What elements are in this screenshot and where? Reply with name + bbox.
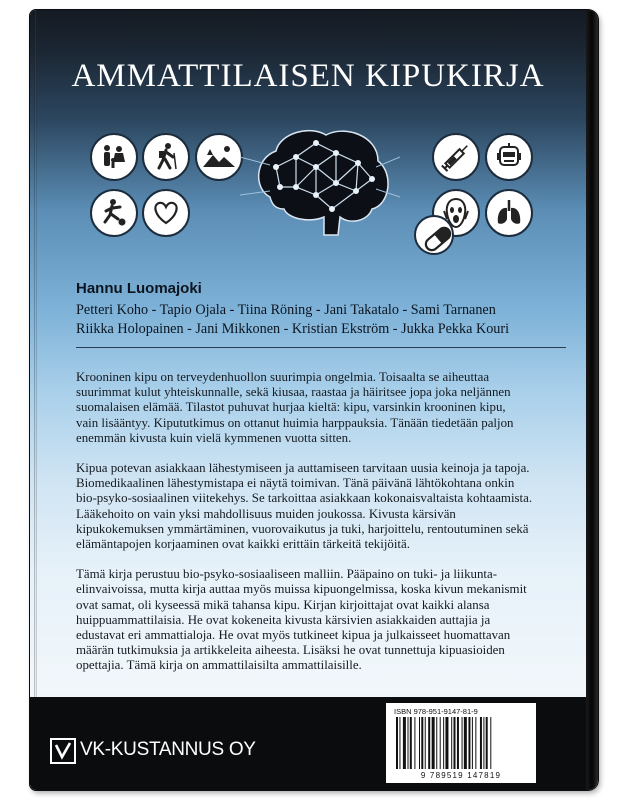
barcode-icon	[394, 717, 528, 769]
isbn-text: ISBN 978-951-9147-81-9	[394, 707, 478, 716]
text-line: suurimmat kulut yhteiskunnalle, sekä kiusaa, raastaa ja häiritsee jopa joka neljännen	[76, 385, 511, 400]
text-line: elinvaivoissa, mutta kirja auttaa myös muissa kipuongelmissa, koska kivun mekanismit	[76, 582, 527, 597]
barcode-bar	[410, 717, 412, 769]
family-icon	[90, 133, 138, 181]
barcode-bar	[421, 717, 423, 769]
text-line: bio-psyko-sosiaalinen viitekehys. Se tarkoittaa asiakkaan kokonaisvaltaista kohtaamista.	[76, 491, 533, 506]
brain-network-icon	[240, 117, 400, 247]
barcode-bar	[483, 717, 484, 769]
barcode-bar	[464, 717, 467, 769]
barcode-bar	[454, 717, 456, 769]
main-author: Hannu Luomajoki	[76, 280, 202, 297]
paragraph	[76, 461, 566, 552]
book-title: AMMATTILAISEN KIPUKIRJA	[71, 58, 545, 94]
publisher-name: VK-KUSTANNUS OY	[80, 739, 256, 760]
text-line: elämäntapojen korjaaminen ovat kaikki erittäin tärkeitä tekijöitä.	[76, 537, 410, 552]
barcode-bar	[451, 717, 452, 769]
cover-footer	[30, 697, 586, 790]
text-line: Kipua potevan asiakkaan lähestymiseen ja auttamiseen tarvitaan uusia keinoja ja tapoja.	[76, 461, 530, 476]
text-line: huippuammattilaisia. He ovat kokeneita kivusta kärsivien asiakkaiden auttajia ja	[76, 612, 491, 627]
text-line: vain lisääntyy. Kipututkimus on ottanut huimia harppauksia. Tänään tiedetään paljon	[76, 415, 514, 430]
barcode-label	[386, 703, 536, 783]
barcode-bar	[486, 717, 488, 769]
soccer-player-icon	[90, 189, 138, 237]
barcode-bar	[462, 717, 463, 769]
syringe-icon	[432, 133, 480, 181]
barcode-bar	[419, 717, 420, 769]
hiker-icon	[142, 133, 190, 181]
heart-icon	[142, 189, 190, 237]
text-line: Tämä kirja perustuu bio-psyko-sosiaaliseen malliin. Pääpaino on tuki- ja liikunta-	[76, 567, 497, 582]
book-spine	[586, 10, 598, 790]
text-line: edustavat eri ammattialoja. He ovat myös tutkineet kipua ja julkaisseet huomattavan	[76, 628, 511, 643]
co-authors-line-1: Petteri Koho - Tapio Ojala - Tiina Röning - Jani Takatalo - Sami Tarnanen	[76, 302, 496, 318]
pill-capsule-icon	[414, 215, 454, 255]
barcode-bar	[414, 717, 415, 769]
barcode-bar	[408, 717, 409, 769]
barcode-bar	[425, 717, 426, 769]
text-line: Krooninen kipu on terveydenhuollon suurimpia ongelmia. Toisaalta se aiheuttaa	[76, 370, 490, 384]
barcode-bar	[440, 717, 441, 769]
text-line: Biomedikaalinen lähestymistapa ei näytä toimivan. Tänä päivänä lähtökohtana onkin	[76, 476, 515, 491]
co-authors-line-2: Riikka Holopainen - Jani Mikkonen - Kristian Ekström - Jukka Pekka Kouri	[76, 321, 510, 337]
divider-line	[76, 347, 566, 348]
text-line: määrän tutkimuksia ja artikkeleita aiheesta. Lisäksi he ovat tunnettuja kipuasioiden	[76, 643, 505, 658]
book-back-cover	[30, 10, 598, 790]
text-line: opettajia. Tämä kirja on ammattilaisilta ammattilaisille.	[76, 658, 362, 673]
robot-head-icon	[485, 133, 533, 181]
lungs-icon	[485, 189, 533, 237]
barcode-bar	[475, 717, 476, 769]
text-line: ovat samat, oli kyseessä mikä tahansa kipu. Kirjan kirjoittajat ovat kaikki alansa	[76, 597, 490, 612]
text-line: kipukokemuksen ymmärtäminen, vuorovaikutus ja tuki, harjoittelu, rentoutuminen sekä	[76, 521, 529, 536]
barcode-bar	[480, 717, 482, 769]
barcode-bar	[428, 717, 430, 769]
icon-band	[30, 105, 586, 265]
barcode-number: 9 789519 147819	[420, 771, 502, 780]
landscape-icon	[195, 133, 243, 181]
paragraph	[76, 567, 566, 673]
barcode-bar	[403, 717, 406, 769]
paragraph	[76, 370, 566, 446]
description-text	[76, 370, 566, 689]
barcode-bar	[399, 717, 400, 769]
barcode-bar	[443, 717, 444, 769]
barcode-bar	[396, 717, 398, 769]
barcode-bar	[445, 717, 448, 769]
text-line: suomalaisen elämää. Tilastot puhuvat hurjaa kieltä: kipu, varsinkin krooninen kipu,	[76, 400, 506, 415]
barcode-bar	[468, 717, 470, 769]
text-line: enemmän kivusta kuin vielä kymmenen vuotta sitten.	[76, 430, 352, 445]
text-line: Lääkehoito on vain yksi mahdollisuus muiden joukossa. Kivusta kärsivän	[76, 506, 456, 521]
barcode-bar	[472, 717, 473, 769]
barcode-bar	[436, 717, 437, 769]
barcode-bar	[490, 717, 491, 769]
barcode-bar	[457, 717, 459, 769]
publisher-mark-icon	[50, 738, 76, 764]
authors-block	[76, 280, 586, 339]
barcode-bar	[432, 717, 435, 769]
